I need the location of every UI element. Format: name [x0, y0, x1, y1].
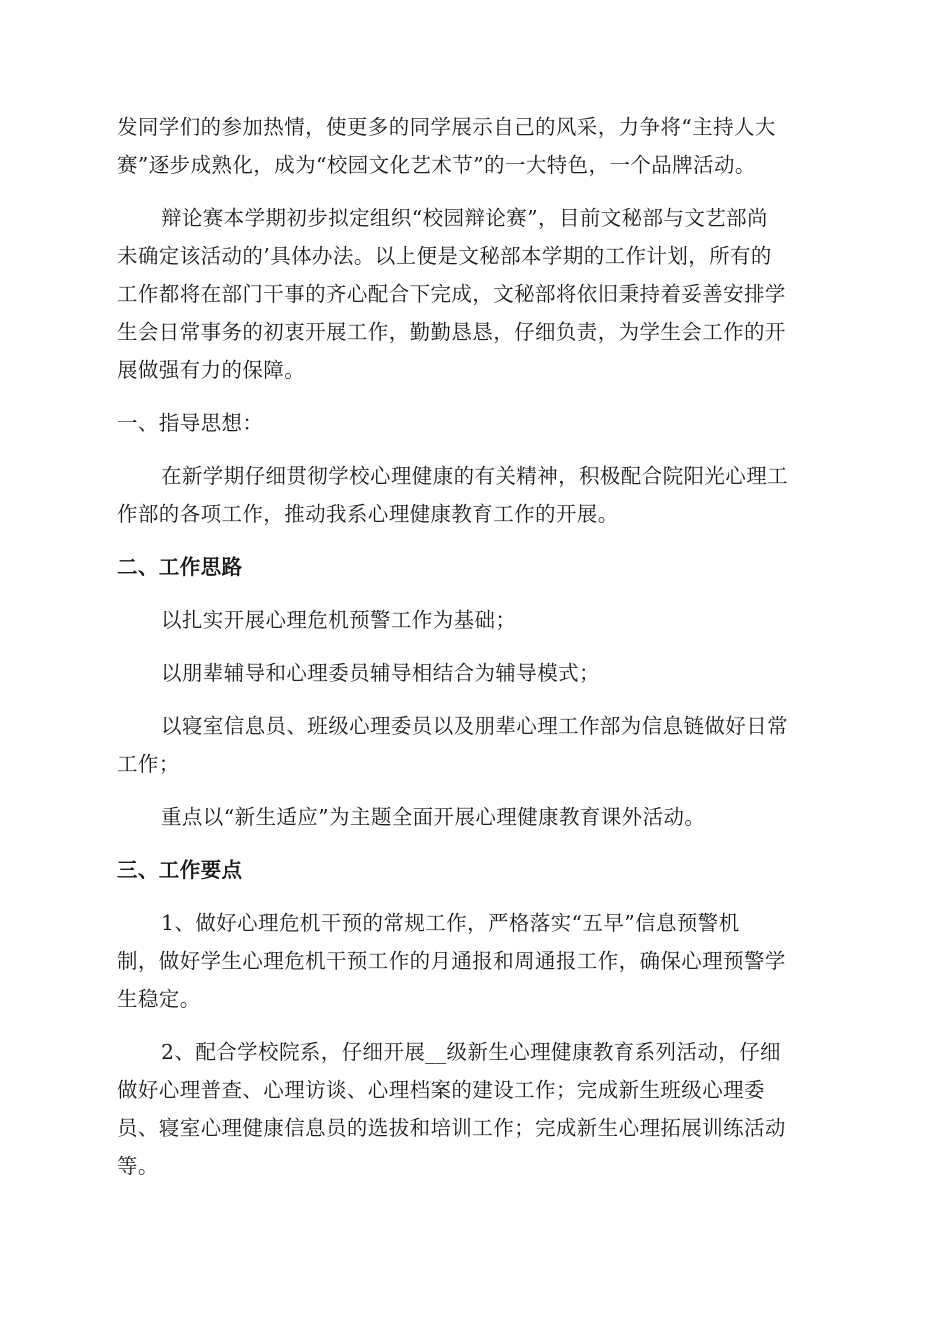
text-line: 作部的各项工作，推动我系心理健康教育工作的开展。: [117, 502, 619, 526]
text-line: 赛”逐步成熟化，成为“校园文化艺术节”的一大特色，一个品牌活动。: [117, 153, 756, 177]
paragraph-idea-1: [117, 601, 833, 639]
document-page: [117, 108, 833, 1185]
paragraph-key-point-2: [117, 1033, 833, 1185]
text-line: 在新学期仔细贯彻学校心理健康的有关精神，积极配合院阳光心理工: [161, 464, 788, 488]
text-line: 1、做好心理危机干预的常规工作，严格落实“五早”信息预警机: [161, 911, 740, 935]
paragraph-idea-4: [117, 798, 833, 836]
heading-text: 三、工作要点: [117, 858, 243, 882]
paragraph-idea-3: [117, 707, 833, 783]
text-line: 做好心理普查、心理访谈、心理档案的建设工作；完成新生班级心理委: [117, 1078, 765, 1102]
text-line: 生稳定。: [117, 987, 201, 1011]
text-line: 辩论赛本学期初步拟定组织“校园辩论赛”，目前文秘部与文艺部尚: [161, 206, 768, 230]
text-line: 以朋辈辅导和心理委员辅导相结合为辅导模式；: [161, 661, 600, 685]
text-line: 等。: [117, 1154, 159, 1178]
paragraph-idea-2: [117, 654, 833, 692]
text-line: 工作都将在部门干事的齐心配合下完成，文秘部将依旧秉持着妥善安排学: [117, 282, 786, 306]
text-line: 重点以“新生适应”为主题全面开展心理健康教育课外活动。: [161, 805, 706, 829]
text-line: 展做强有力的保障。: [117, 358, 306, 382]
text-line: 生会日常事务的初衷开展工作，勤勤恳恳，仔细负责，为学生会工作的开: [117, 320, 786, 344]
text-line: 未确定该活动的’具体办法。以上便是文秘部本学期的工作计划，所有的: [117, 244, 772, 268]
text-line: 以扎实开展心理危机预警工作为基础；: [161, 608, 517, 632]
section-heading-guiding-thought: [117, 404, 833, 442]
paragraph-rally-continuation: [117, 108, 833, 184]
paragraph-guiding-thought: [117, 457, 833, 533]
text-line: 员、寝室心理健康信息员的选拔和培训工作；完成新生心理拓展训练活动: [117, 1116, 786, 1140]
text-line: 工作；: [117, 752, 180, 776]
text-line: 制，做好学生心理危机干预工作的月通报和周通报工作，确保心理预警学: [117, 949, 786, 973]
paragraph-key-point-1: [117, 904, 833, 1018]
paragraph-debate-plan: [117, 199, 833, 389]
text-line: 发同学们的参加热情，使更多的同学展示自己的风采，力争将“主持人大: [117, 115, 776, 139]
section-heading-key-points: [117, 851, 833, 889]
heading-text: 二、工作思路: [117, 555, 243, 579]
section-heading-work-ideas: [117, 548, 833, 586]
text-line: 2、配合学校院系，仔细开展__级新生心理健康教育系列活动，仔细: [161, 1040, 781, 1064]
heading-text: 一、指导思想：: [117, 411, 264, 435]
text-line: 以寝室信息员、班级心理委员以及朋辈心理工作部为信息链做好日常: [161, 714, 788, 738]
